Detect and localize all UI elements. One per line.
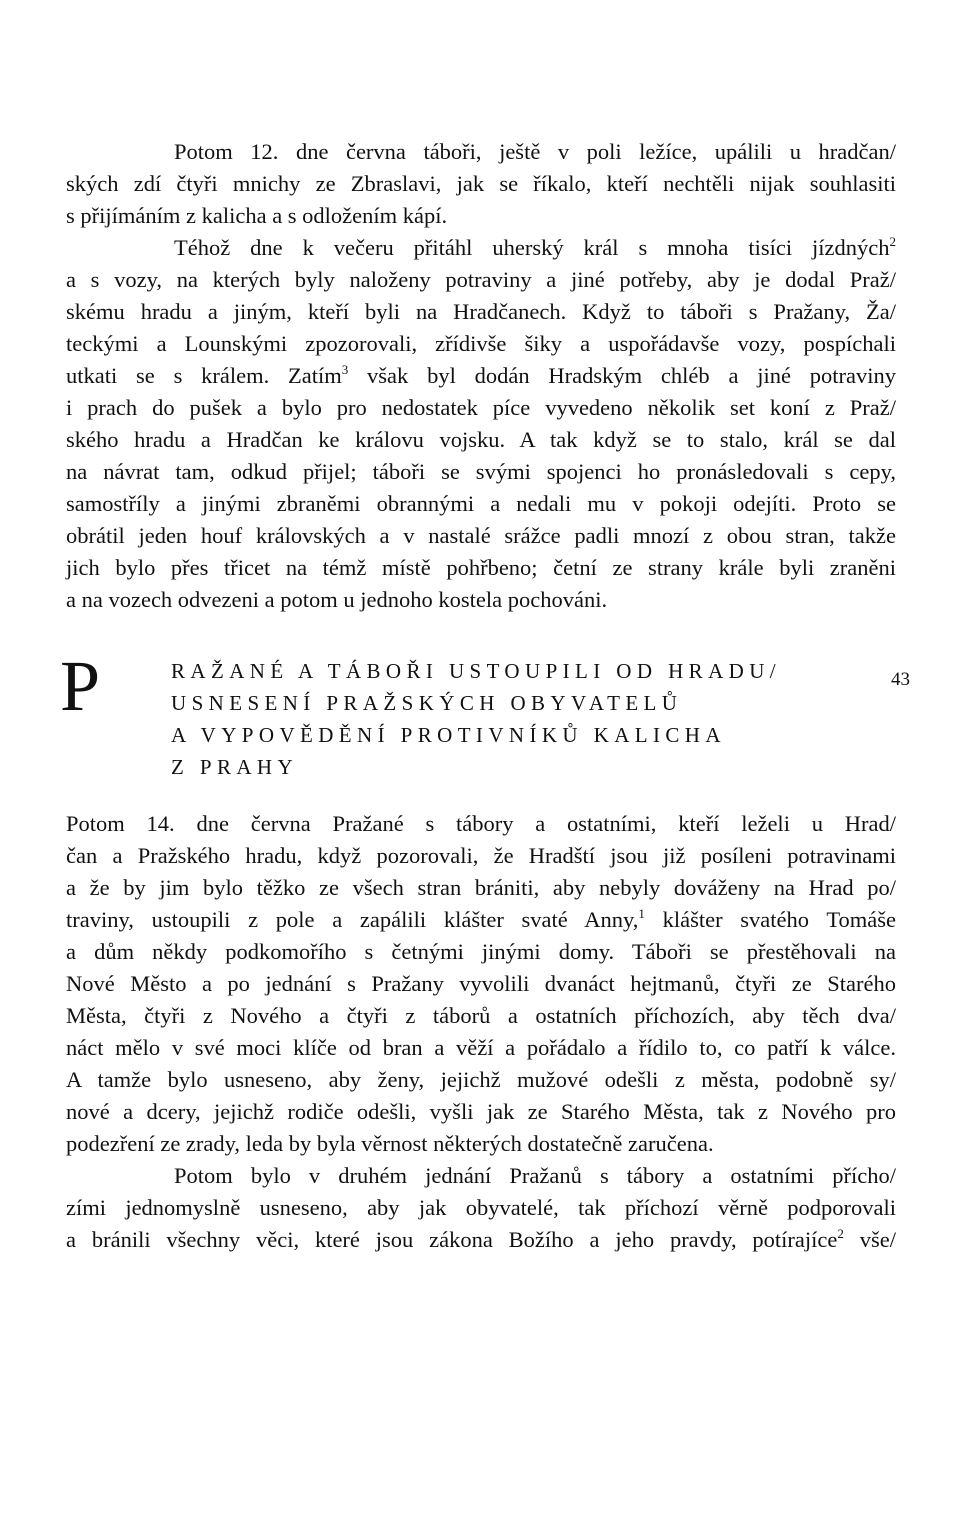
- text-line: teckými a Lounskými zpozorovali, zřídivše šiky a uspořádavše vozy, pospíchali: [66, 331, 896, 356]
- text-line: nové a dcery, jejichž rodiče odešli, vyšli jak ze Starého Města, tak z Nového pro: [66, 1099, 896, 1124]
- text-line: ského hradu a Hradčan ke královu vojsku. A tak když se to stalo, král se dal: [66, 427, 896, 452]
- text-line: Potom 12. dne června táboři, ještě v poli ležíce, upálili u hradčan/: [174, 139, 896, 164]
- text-line: obrátil jeden houf královských a v nastalé srážce padli mnozí z obou stran, takže: [66, 523, 896, 548]
- section-heading: [60, 646, 910, 790]
- page-number: 43: [891, 669, 910, 690]
- text-line: ských zdí čtyři mnichy ze Zbraslavi, jak se říkalo, kteří nechtěli nijak souhlasiti: [66, 171, 896, 196]
- text-line: A tamže bylo usneseno, aby ženy, jejichž mužové odešli z města, podobně sy/: [66, 1067, 896, 1092]
- text-line: náct mělo v své moci klíče od bran a věží a pořádalo a řídilo to, co patří k válce.: [66, 1035, 896, 1060]
- heading-line: RAŽANÉ A TÁBOŘI USTOUPILI OD HRADU/: [171, 659, 781, 683]
- text-line: [174, 232, 896, 264]
- text-line: [66, 360, 896, 392]
- text-line: a s vozy, na kterých byly naloženy potraviny a jiné potřeby, aby je dodal Praž/: [66, 267, 896, 292]
- text-segment: Téhož dne k večeru přitáhl uherský král s mnoha tisíci jízdných: [174, 235, 890, 260]
- footnote-mark: 2: [837, 1226, 844, 1241]
- text-line: [66, 1224, 896, 1256]
- text-segment: však byl dodán Hradským chléb a jiné potraviny: [348, 363, 896, 388]
- text-line: podezření ze zrady, leda by byla věrnost některých dostatečně zaručena.: [66, 1131, 714, 1156]
- footnote-mark: 1: [638, 906, 645, 921]
- text-segment: klášter svatého Tomáše: [644, 907, 896, 932]
- text-segment: vše/: [843, 1227, 896, 1252]
- footnote-mark: 2: [889, 234, 896, 249]
- text-line: jich bylo přes třicet na témž místě pohřbeno; četní ze strany krále byli zraněni: [66, 555, 896, 580]
- text-line: a že by jim bylo těžko ze všech stran brániti, aby nebyly dováženy na Hrad po/: [66, 875, 896, 900]
- text-line: na návrat tam, odkud přijel; táboři se svými spojenci ho pronásledovali s cepy,: [66, 459, 896, 484]
- text-segment: traviny, ustoupili z pole a zapálili klášter svaté Anny,: [66, 907, 639, 932]
- heading-line: Z PRAHY: [171, 755, 299, 779]
- text-line: a dům někdy podkomořího s četnými jinými domy. Táboři se přestěhovali na: [66, 939, 896, 964]
- heading-line: USNESENÍ PRAŽSKÝCH OBYVATELŮ: [171, 691, 683, 715]
- text-line: Potom bylo v druhém jednání Pražanů s tábory a ostatními přícho/: [174, 1163, 896, 1188]
- text-line: samostříly a jinými zbraněmi obrannými a nedali mu v pokoji odejíti. Proto se: [66, 491, 896, 516]
- text-line: a na vozech odvezeni a potom u jednoho kostela pochováni.: [66, 587, 608, 612]
- text-line: s přijímáním z kalicha a s odložením kápí.: [66, 203, 448, 228]
- text-line: Nové Město a po jednání s Pražany vyvolili dvanáct hejtmanů, čtyři ze Starého: [66, 971, 896, 996]
- text-line: čan a Pražského hradu, když pozorovali, že Hradští jsou již posíleni potravinami: [66, 843, 896, 868]
- text-line: i prach do pušek a bylo pro nedostatek píce vyvedeno několik set koní z Praž/: [66, 395, 896, 420]
- text-line: [66, 904, 896, 936]
- text-line: Města, čtyři z Nového a čtyři z táborů a ostatních příchozích, aby těch dva/: [66, 1003, 896, 1028]
- drop-cap: P: [60, 646, 101, 726]
- heading-line: A VYPOVĚDĚNÍ PROTIVNÍKŮ KALICHA: [171, 723, 726, 747]
- text-segment: a bránili všechny věci, které jsou zákona Božího a jeho pravdy, potírajíce: [66, 1227, 838, 1252]
- text-line: skému hradu a jiným, kteří byli na Hradčanech. Když to táboři s Pražany, Ža/: [66, 299, 896, 324]
- text-line: Potom 14. dne června Pražané s tábory a ostatními, kteří leželi u Hrad/: [66, 811, 896, 836]
- text-line: zími jednomyslně usneseno, aby jak obyvatelé, tak příchozí věrně podporovali: [66, 1195, 896, 1220]
- footnote-mark: 3: [341, 362, 349, 377]
- text-segment: utkati se s králem. Zatím: [66, 363, 342, 388]
